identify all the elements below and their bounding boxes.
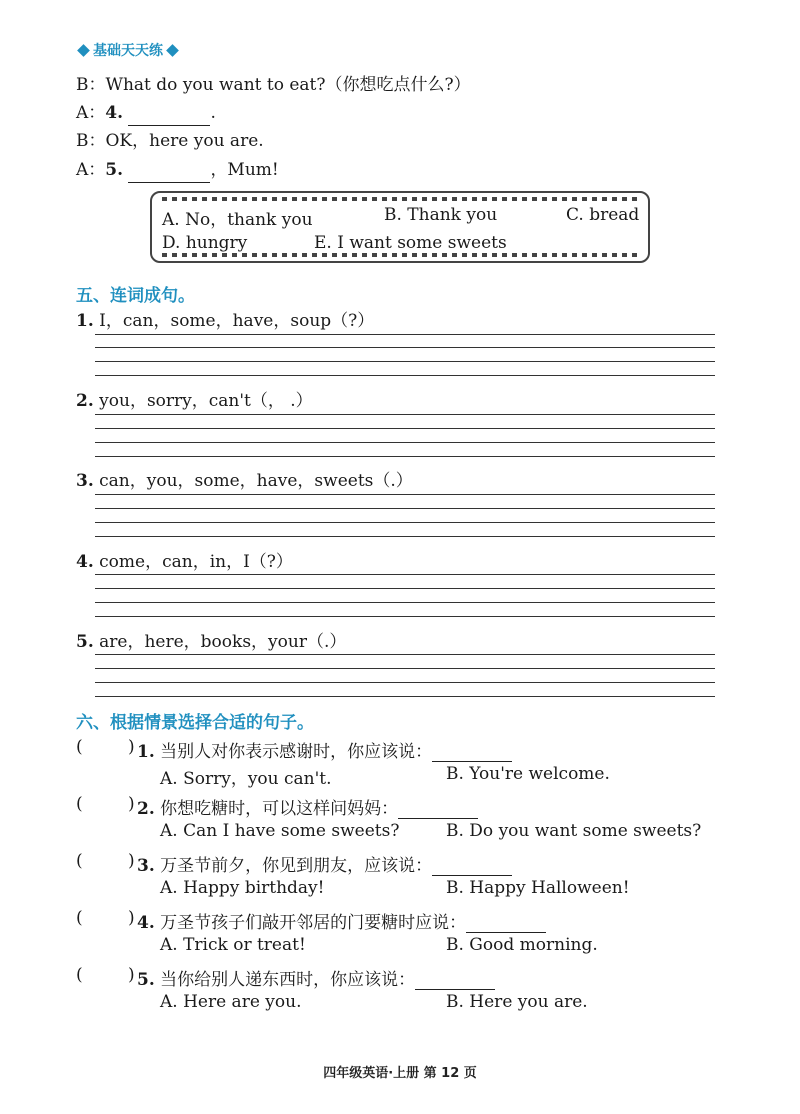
answer-paren-right: ) <box>128 851 135 871</box>
choice-a: A. Can I have some sweets? <box>160 821 400 841</box>
situation-question-5 <box>137 965 495 990</box>
writing-line[interactable] <box>95 682 715 683</box>
writing-line[interactable] <box>95 654 715 655</box>
writing-line[interactable] <box>95 668 715 669</box>
sentence-item-3 <box>76 466 413 491</box>
choice-a: A. Here are you. <box>160 992 302 1012</box>
item-number: 2. <box>137 799 155 819</box>
writing-line[interactable] <box>95 508 715 509</box>
dialogue-line-4 <box>76 157 279 183</box>
writing-line[interactable] <box>95 347 715 348</box>
dialogue-suffix: . <box>210 103 216 123</box>
dialogue-suffix: ，Mum! <box>210 160 279 180</box>
section-header-tag <box>76 40 180 60</box>
answer-blank-4[interactable] <box>128 105 210 126</box>
answer-blank[interactable] <box>432 741 512 762</box>
answer-blank[interactable] <box>432 855 512 876</box>
option-b: B. Thank you <box>384 205 498 225</box>
dialogue-text: OK，here you are. <box>105 131 264 151</box>
item-number: 5. <box>137 970 155 990</box>
option-a: A. No，thank you <box>162 210 313 230</box>
option-d: D. hungry <box>162 233 248 253</box>
question-number: 5. <box>105 160 124 180</box>
speaker-label: B： <box>76 75 106 95</box>
question-text: 万圣节孩子们敲开邻居的门要糖时应说： <box>154 913 467 933</box>
sentence-item-4 <box>76 547 293 572</box>
option-c: C. bread <box>566 205 640 225</box>
item-number: 1. <box>137 742 155 762</box>
writing-line[interactable] <box>95 574 715 575</box>
item-number: 3. <box>76 471 94 491</box>
situation-question-3 <box>137 851 512 876</box>
question-text: 当你给别人递东西时，你应该说： <box>154 970 416 990</box>
dialogue-text: What do you want to eat?（你想吃点什么?） <box>105 75 471 95</box>
option-e: E. I want some sweets <box>314 233 507 253</box>
question-text: 万圣节前夕，你见到朋友，应该说： <box>154 856 433 876</box>
writing-line[interactable] <box>95 361 715 362</box>
dialogue-line-2 <box>76 100 216 126</box>
situation-question-2 <box>137 794 478 819</box>
writing-line[interactable] <box>95 536 715 537</box>
writing-line[interactable] <box>95 522 715 523</box>
choice-b: B. Here you are. <box>446 992 588 1012</box>
speaker-label: A： <box>76 103 106 123</box>
writing-line[interactable] <box>95 602 715 603</box>
answer-paren-left: ( <box>76 965 83 985</box>
section-6-title: 六、根据情景选择合适的句子。 <box>76 713 314 733</box>
writing-line[interactable] <box>95 414 715 415</box>
answer-paren-left: ( <box>76 851 83 871</box>
page-footer: 四年级英语·上册 第 12 页 <box>323 1066 477 1081</box>
situation-question-1 <box>137 737 512 762</box>
choice-b: B. Happy Halloween! <box>446 878 630 898</box>
writing-line[interactable] <box>95 334 715 335</box>
writing-line[interactable] <box>95 428 715 429</box>
item-words: you，sorry，can't（， .） <box>93 391 313 411</box>
item-words: can，you，some，have，sweets（.） <box>93 471 413 491</box>
answer-paren-right: ) <box>128 737 135 757</box>
answer-blank[interactable] <box>415 969 495 990</box>
options-box <box>150 191 650 263</box>
answer-paren-right: ) <box>128 908 135 928</box>
speaker-label: A： <box>76 160 106 180</box>
answer-blank[interactable] <box>398 798 478 819</box>
writing-line[interactable] <box>95 456 715 457</box>
item-number: 2. <box>76 391 94 411</box>
item-number: 1. <box>76 311 94 331</box>
choice-a: A. Trick or treat! <box>160 935 306 955</box>
question-text: 当别人对你表示感谢时，你应该说： <box>154 742 433 762</box>
item-words: are，here，books，your（.） <box>93 632 347 652</box>
sentence-item-5 <box>76 627 346 652</box>
item-words: I，can，some，have，soup（?） <box>93 311 375 331</box>
answer-blank[interactable] <box>466 912 546 933</box>
item-words: come，can，in，I（?） <box>93 552 293 572</box>
header-tag-text: 基础天天练 <box>93 43 163 59</box>
item-number: 3. <box>137 856 155 876</box>
writing-line[interactable] <box>95 375 715 376</box>
section-5-title: 五、连词成句。 <box>76 286 195 306</box>
writing-line[interactable] <box>95 494 715 495</box>
diamond-icon <box>166 44 179 57</box>
answer-paren-right: ) <box>128 794 135 814</box>
writing-line[interactable] <box>95 696 715 697</box>
item-number: 4. <box>137 913 155 933</box>
writing-line[interactable] <box>95 442 715 443</box>
answer-blank-5[interactable] <box>128 162 210 183</box>
item-number: 4. <box>76 552 94 572</box>
choice-b: B. Good morning. <box>446 935 598 955</box>
answer-paren-left: ( <box>76 737 83 757</box>
writing-line[interactable] <box>95 616 715 617</box>
sentence-item-1 <box>76 306 374 331</box>
choice-b: B. Do you want some sweets? <box>446 821 702 841</box>
sentence-item-2 <box>76 386 313 411</box>
answer-paren-left: ( <box>76 794 83 814</box>
dialogue-line-3 <box>76 128 264 154</box>
diamond-icon <box>77 44 90 57</box>
question-text: 你想吃糖时，可以这样问妈妈： <box>154 799 399 819</box>
choice-b: B. You're welcome. <box>446 764 610 784</box>
answer-paren-right: ) <box>128 965 135 985</box>
question-number: 4. <box>105 103 124 123</box>
situation-question-4 <box>137 908 546 933</box>
choice-a: A. Happy birthday! <box>160 878 325 898</box>
speaker-label: B： <box>76 131 106 151</box>
writing-line[interactable] <box>95 588 715 589</box>
item-number: 5. <box>76 632 94 652</box>
choice-a: A. Sorry，you can't. <box>160 769 332 789</box>
answer-paren-left: ( <box>76 908 83 928</box>
dialogue-line-1 <box>76 72 471 98</box>
